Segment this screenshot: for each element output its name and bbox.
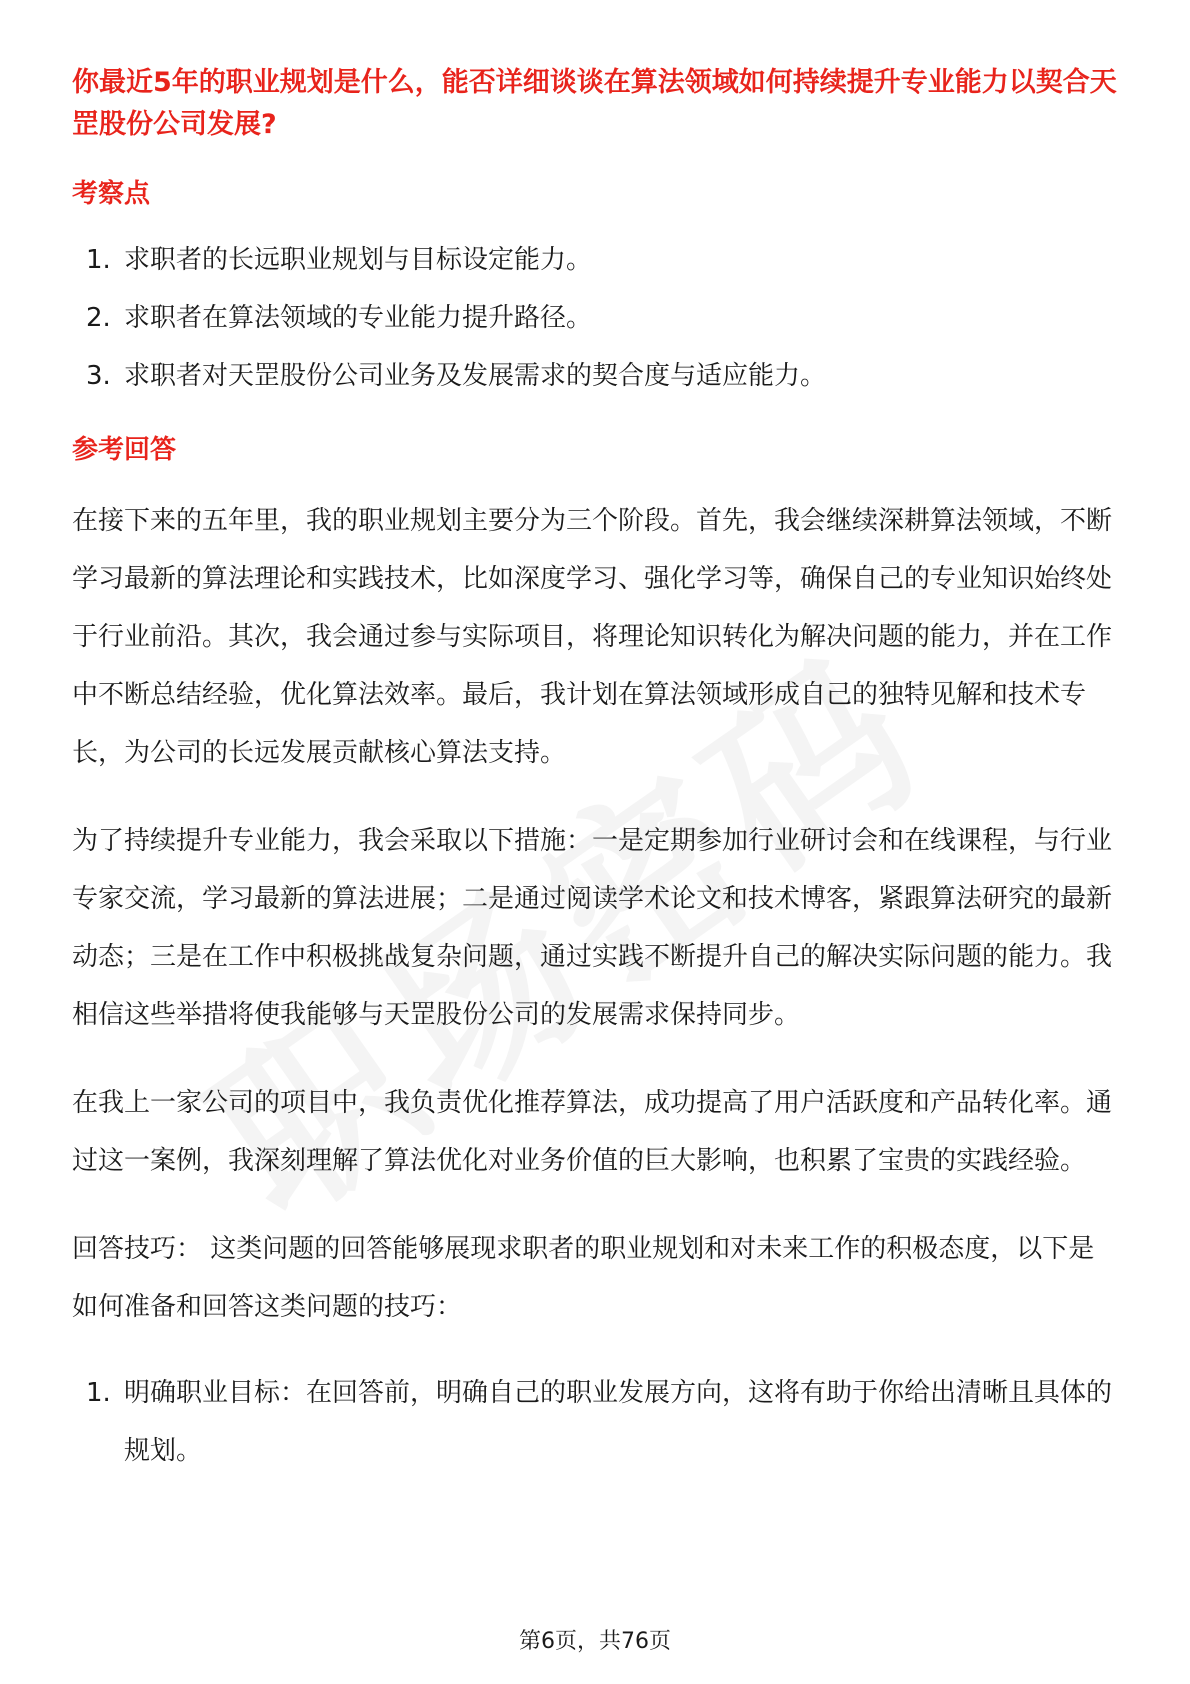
question-heading: 你最近5年的职业规划是什么，能否详细谈谈在算法领域如何持续提升专业能力以契合天罡股份公司发展? [72, 67, 1117, 140]
tips-list [72, 1364, 1118, 1480]
answer-tips-intro: 回答技巧： 这类问题的回答能够展现求职者的职业规划和对未来工作的积极态度，以下是如何准备和回答这类问题的技巧： [72, 1234, 1095, 1322]
list-text: 明确职业目标：在回答前，明确自己的职业发展方向，这将有助于你给出清晰且具体的规划。 [124, 1378, 1113, 1466]
list-number: 3. [86, 361, 111, 391]
exam-points-list [72, 242, 1118, 394]
page-footer: 第6页，共76页 [519, 1629, 671, 1654]
answer-paragraph: 在我上一家公司的项目中，我负责优化推荐算法，成功提高了用户活跃度和产品转化率。通过这一案例，我深刻理解了算法优化对业务价值的巨大影响，也积累了宝贵的实践经验。 [72, 1088, 1113, 1176]
content [72, 62, 1118, 1480]
list-item [72, 1364, 1118, 1480]
exam-points-title: 考察点 [72, 179, 151, 209]
answer-paragraph: 为了持续提升专业能力，我会采取以下措施：一是定期参加行业研讨会和在线课程，与行业专家交流，学习最新的算法进展；二是通过阅读学术论文和技术博客，紧跟算法研究的最新动态；三是在工作中积极挑战复杂问题，通过实践不断提升自己的解决实际问题的能力。我相信这些举措将使我能够与天罡股份公司的发展需求保持同步。 [72, 826, 1113, 1030]
list-item [72, 242, 1118, 278]
list-item [72, 300, 1118, 336]
list-text: 求职者对天罡股份公司业务及发展需求的契合度与适应能力。 [124, 361, 827, 391]
list-number: 1. [86, 245, 111, 275]
list-text: 求职者在算法领域的专业能力提升路径。 [124, 303, 593, 333]
list-item [72, 358, 1118, 394]
list-number: 2. [86, 303, 111, 333]
list-text: 求职者的长远职业规划与目标设定能力。 [124, 245, 593, 275]
answer-paragraph: 在接下来的五年里，我的职业规划主要分为三个阶段。首先，我会继续深耕算法领域，不断学习最新的算法理论和实践技术，比如深度学习、强化学习等，确保自己的专业知识始终处于行业前沿。其次，我会通过参与实际项目，将理论知识转化为解决问题的能力，并在工作中不断总结经验，优化算法效率。最后，我计划在算法领域形成自己的独特见解和技术专长，为公司的长远发展贡献核心算法支持。 [72, 506, 1113, 768]
reference-answer-title: 参考回答 [72, 435, 177, 465]
list-number: 1. [86, 1378, 111, 1408]
